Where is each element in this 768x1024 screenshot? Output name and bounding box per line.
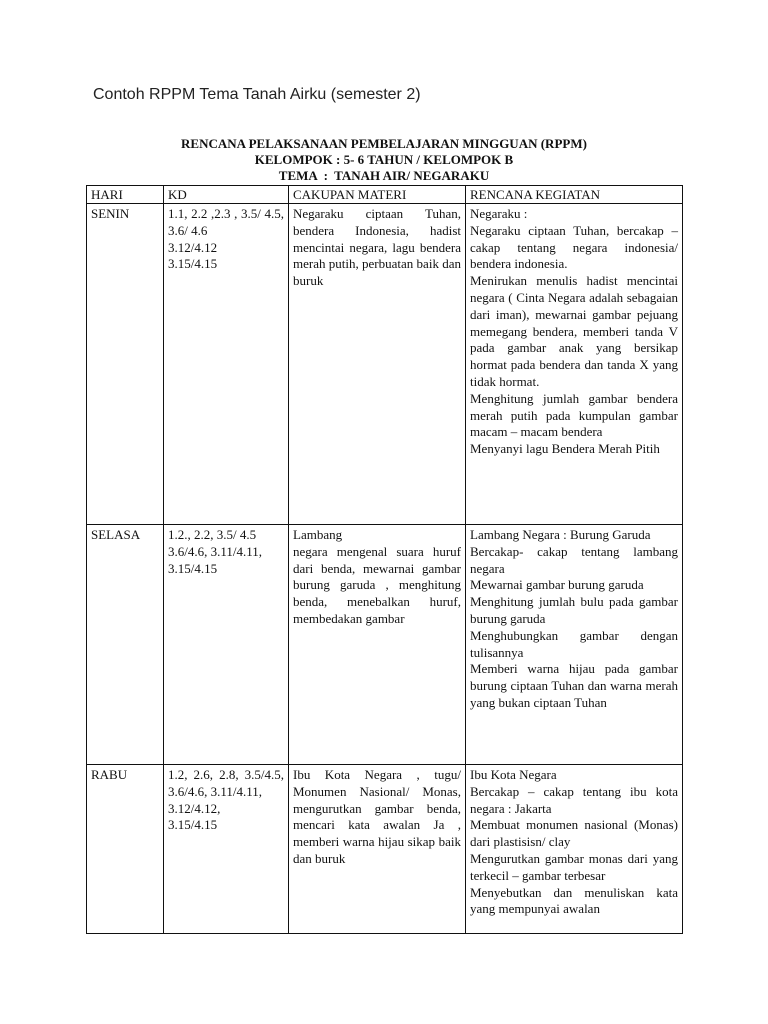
kegiatan-item: Ibu Kota Negara [470, 767, 557, 782]
kegiatan-item: Negaraku ciptaan Tuhan, bercakap – cakap tentang negara indonesia/ bendera indonesia. [470, 222, 678, 272]
kegiatan-item: Negaraku : [470, 206, 528, 221]
table-row [87, 204, 683, 525]
cell-hari: SENIN [87, 204, 164, 525]
heading-line-theme: TEMA : TANAH AIR/ NEGARAKU [278, 168, 490, 183]
cell-cakupan-materi [289, 525, 466, 765]
heading-line-title: RENCANA PELAKSANAAN PEMBELAJARAN MINGGUAN (RPPM) [181, 136, 587, 151]
cell-hari: RABU [87, 765, 164, 934]
cell-rencana-kegiatan [466, 204, 683, 525]
table-row [87, 765, 683, 934]
kegiatan-item: Menyebutkan dan menuliskan kata yang mempunyai awalan [470, 884, 678, 917]
header-hari: HARI [87, 186, 164, 204]
kd-line: 3.15/4.15 [168, 256, 218, 272]
kegiatan-item: Mengurutkan gambar monas dari yang terkecil – gambar terbesar [470, 850, 678, 883]
kegiatan-item: Memberi warna hijau pada gambar burung ciptaan Tuhan dan warna merah yang bukan ciptaan Tuhan [470, 661, 678, 710]
kd-line: 3.12/4.12, [168, 800, 221, 816]
kegiatan-item: Mewarnai gambar burung garuda [470, 577, 644, 593]
table-header-row [87, 186, 683, 204]
kegiatan-item: Menghubungkan gambar dengan tulisannya [470, 627, 678, 660]
kd-line: 1.2, 2.6, 2.8, 3.5/4.5, 3.6/4.6, 3.11/4.11, [168, 767, 284, 799]
kd-line: 1.1, 2.2 ,2.3 , 3.5/ 4.5, 3.6/ 4.6 [168, 206, 284, 238]
materi-text: Negaraku ciptaan Tuhan, bendera Indonesia, hadist mencintai negara, lagu bendera merah putih, perbuatan baik dan buruk [293, 206, 461, 289]
header-rencana-kegiatan: RENCANA KEGIATAN [466, 186, 683, 204]
cell-kd [164, 204, 289, 525]
kegiatan-item: Bercakap- cakap tentang lambang negara [470, 543, 678, 576]
kd-line: 3.15/4.15 [168, 817, 218, 833]
kd-line: 1.2., 2.2, 3.5/ 4.5 3.6/4.6, 3.11/4.11, 3.15/4.15 [168, 527, 263, 576]
kegiatan-item: Bercakap – cakap tentang ibu kota negara : Jakarta [470, 783, 678, 816]
materi-text: Ibu Kota Negara , tugu/ Monumen Nasional/ Monas, mengurutkan gambar benda, mencari kata awalan Ja , memberi warna hijau sikap baik dan buruk [293, 767, 461, 866]
heading-line-group: KELOMPOK : 5- 6 TAHUN / KELOMPOK B [254, 152, 514, 167]
header-kd: KD [164, 186, 289, 204]
kegiatan-item: Membuat monumen nasional (Monas) dari plastisisn/ clay [470, 817, 678, 850]
rppm-table [86, 185, 683, 934]
cell-hari: SELASA [87, 525, 164, 765]
kegiatan-item: Lambang Negara : Burung Garuda [470, 527, 651, 542]
kegiatan-item: Menghitung jumlah gambar bendera merah putih pada kumpulan gambar macam – macam bendera [470, 390, 678, 440]
kegiatan-clip [470, 767, 678, 933]
cell-kd [164, 525, 289, 765]
materi-text: Lambang [293, 527, 343, 542]
cell-kd [164, 765, 289, 934]
kegiatan-item: Menyanyi lagu Bendera Merah Pitih [470, 441, 660, 457]
header-cakupan-materi: CAKUPAN MATERI [289, 186, 466, 204]
cell-rencana-kegiatan [466, 765, 683, 934]
cell-cakupan-materi [289, 204, 466, 525]
page-title: Contoh RPPM Tema Tanah Airku (semester 2) [93, 86, 421, 103]
cell-rencana-kegiatan [466, 525, 683, 765]
document-heading [86, 136, 682, 184]
table-row [87, 525, 683, 765]
materi-text: negara mengenal suara huruf dari benda, mewarnai gambar burung garuda , menghitung benda, menebalkan huruf, membedakan gambar [293, 543, 461, 626]
kegiatan-item: Menirukan menulis hadist mencintai negara ( Cinta Negara adalah sebagaian dari iman), mewarnai gambar pejuang memegang bendera, memberi tanda V pada gambar anak yang bersikap hormat pada bendera dan tanda X yang tidak hormat. [470, 273, 678, 389]
cell-cakupan-materi [289, 765, 466, 934]
kd-line: 3.12/4.12 [168, 239, 218, 255]
kegiatan-item: Menghitung jumlah bulu pada gambar burung garuda [470, 594, 678, 626]
